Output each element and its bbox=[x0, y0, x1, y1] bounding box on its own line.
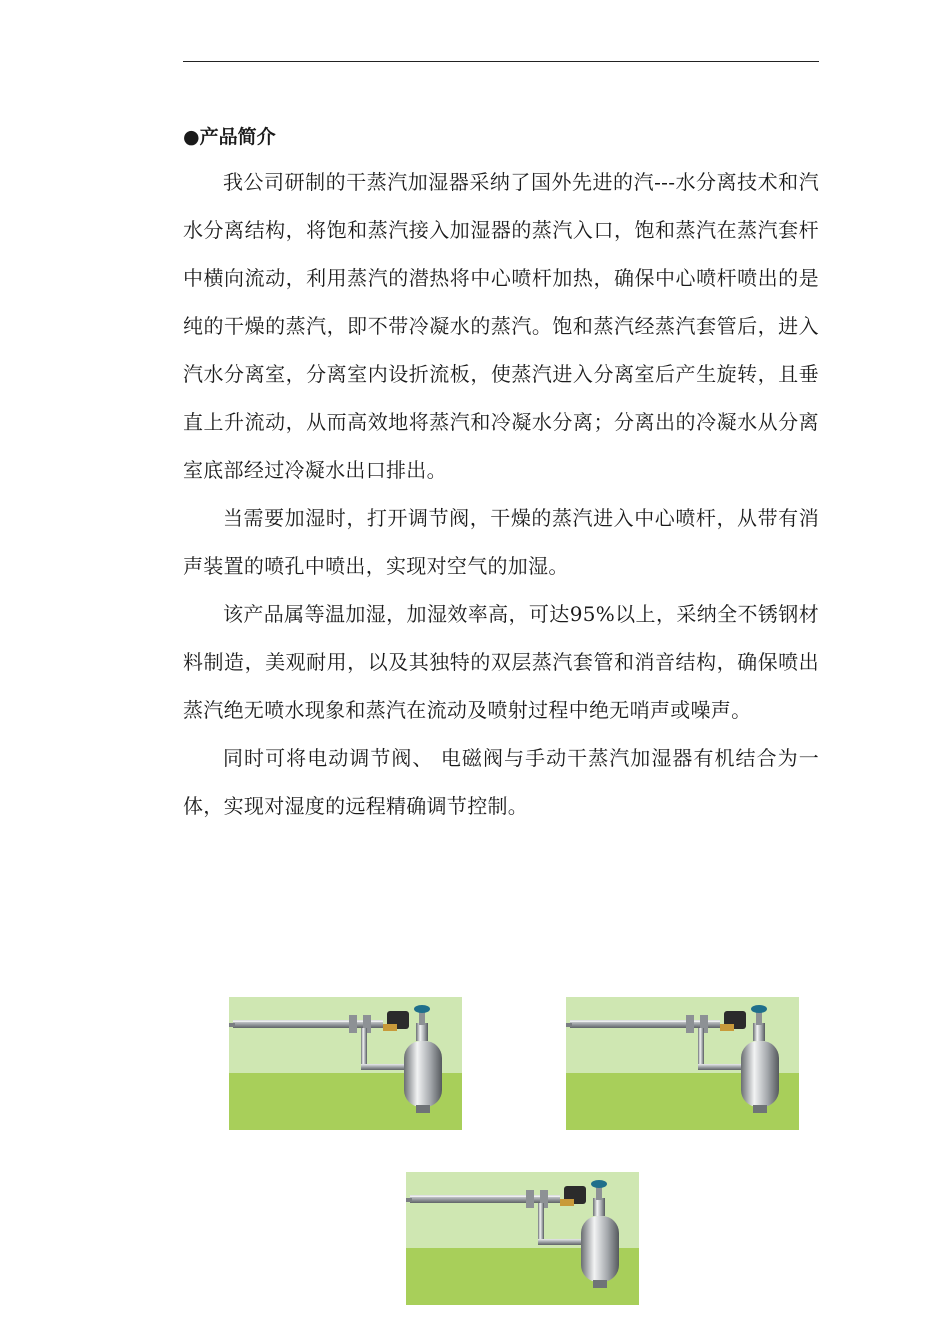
steam-humidifier-icon bbox=[566, 997, 799, 1130]
paragraph-2: 当需要加湿时，打开调节阀，干燥的蒸汽进入中心喷杆，从带有消声装置的喷孔中喷出，实现对空气的加湿。 bbox=[183, 506, 819, 578]
steam-humidifier-icon bbox=[229, 997, 462, 1130]
paragraph-1: 我公司研制的干蒸汽加湿器采纳了国外先进的汽---水分离技术和汽水分离结构，将饱和蒸汽接入加湿器的蒸汽入口，饱和蒸汽在蒸汽套杆中横向流动，利用蒸汽的潜热将中心喷杆加热，确保中心喷杆喷出的是纯的干燥的蒸汽，即不带冷凝水的蒸汽。饱和蒸汽经蒸汽套管后，进入汽水分离室，分离室内设折流板，使蒸汽进入分离室后产生旋转，且垂直上升流动，从而高效地将蒸汽和冷凝水分离；分离出的冷凝水从分离室底部经过冷凝水出口排出。 bbox=[183, 170, 819, 482]
humidifier-photo-3 bbox=[406, 1172, 639, 1305]
paragraph-4: 同时可将电动调节阀、 电磁阀与手动干蒸汽加湿器有机结合为一体，实现对湿度的远程精确调节控制。 bbox=[183, 746, 819, 818]
section-heading: ●产品简介 bbox=[183, 126, 276, 148]
paragraph-3: 该产品属等温加湿，加湿效率高，可达95%以上，采纳全不锈钢材料制造，美观耐用，以及其独特的双层蒸汽套管和消音结构，确保喷出蒸汽绝无喷水现象和蒸汽在流动及喷射过程中绝无哨声或噪声。 bbox=[183, 602, 819, 722]
humidifier-photo-1 bbox=[229, 997, 462, 1130]
header-rule bbox=[183, 61, 819, 62]
product-description bbox=[183, 158, 819, 830]
steam-humidifier-icon bbox=[406, 1172, 639, 1305]
humidifier-photo-2 bbox=[566, 997, 799, 1130]
